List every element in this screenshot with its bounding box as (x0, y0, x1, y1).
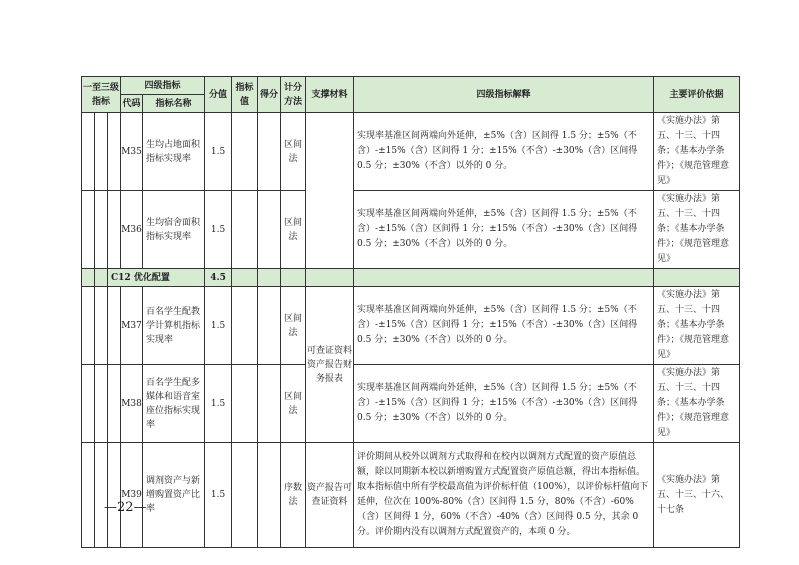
row-name: 百名学生配多媒体和语音室座位指标实现率 (143, 365, 205, 443)
section-score: 4.5 (205, 269, 232, 287)
header-materials: 支撑材料 (306, 77, 354, 113)
row-method: 区间法 (281, 365, 306, 443)
section-row (82, 269, 740, 287)
row-name: 生均占地面积指标实现率 (143, 113, 205, 191)
page-number: —22— (104, 500, 147, 515)
row-score: 1.5 (205, 113, 232, 191)
row-basis: 《实施办法》第五、十三、十四条；《基本办学条件》；《规范管理意见》 (654, 113, 740, 191)
header-obtained: 得分 (258, 77, 281, 113)
row-basis: 《实施办法》第五、十三、十六、十七条 (654, 443, 740, 548)
row-code: M36 (121, 191, 143, 269)
row-score: 1.5 (205, 191, 232, 269)
row-name: 百名学生配教学计算机指标实现率 (143, 287, 205, 365)
table-row (82, 191, 740, 269)
row-code: M37 (121, 287, 143, 365)
header-explanation: 四级指标解释 (354, 77, 654, 113)
row-explanation: 实现率基准区间两端向外延伸，±5%（含）区间得 1.5 分；±5%（不含）-±15%（含）区间得 1 分；±15%（不含）-±30%（含）区间得 0.5 分；±30%（不含）以外的 0 分。 (354, 365, 654, 443)
row-basis: 《实施办法》第五、十三、十四条；《基本办学条件》；《规范管理意见》 (654, 287, 740, 365)
row-explanation: 实现率基准区间两端向外延伸，±5%（含）区间得 1.5 分；±5%（不含）-±15%（含）区间得 1 分；±15%（不含）-±30%（含）区间得 0.5 分；±30%（不含）以外的 0 分。 (354, 113, 654, 191)
table-row (82, 443, 740, 548)
row-method: 区间法 (281, 191, 306, 269)
row-code: M39 (121, 443, 143, 548)
table-row (82, 287, 740, 365)
row-method: 区间法 (281, 287, 306, 365)
row-basis: 《实施办法》第五、十三、十四条；《基本办学条件》；《规范管理意见》 (654, 365, 740, 443)
materials-cell: 可查证资料资产报告财务报表 (306, 287, 354, 443)
row-score: 1.5 (205, 287, 232, 365)
row-basis: 《实施办法》第五、十三、十四条；《基本办学条件》；《规范管理意见》 (654, 191, 740, 269)
header-code: 代码 (121, 95, 143, 113)
header-score: 分值 (205, 77, 232, 113)
header-levels-1-3: 一至三级指标 (82, 77, 121, 113)
header-row-1 (82, 77, 740, 95)
row-method: 序数法 (281, 443, 306, 548)
row-score: 1.5 (205, 365, 232, 443)
table-row (82, 365, 740, 443)
indicator-table (81, 76, 740, 548)
row-code: M35 (121, 113, 143, 191)
header-level4: 四级指标 (121, 77, 205, 95)
header-basis: 主要评价依据 (654, 77, 740, 113)
row-materials: 资产报告可查证资料 (306, 443, 354, 548)
row-explanation: 评价期间从校外以调剂方式取得和在校内以调剂方式配置的资产原值总额，除以同期新本校以新增购置方式配置资产原值总额，得出本指标值。取本指标值中所有学校最高值为评价标杆值（100%），以评价标杆值向下延伸，位次在 100%-80%（含）区间得 1.5 分，80%（不含）-60%（含）区间得 1 分，60%（不含）-40%（含）区间得 0.5 分，其余 0 分。评价期内没有以调剂方式配置资产的，本项 0 分。 (354, 443, 654, 548)
row-explanation: 实现率基准区间两端向外延伸，±5%（含）区间得 1.5 分；±5%（不含）-±15%（含）区间得 1 分；±15%（不含）-±30%（含）区间得 0.5 分；±30%（不含）以外的 0 分。 (354, 191, 654, 269)
table-row (82, 113, 740, 191)
row-code: M38 (121, 365, 143, 443)
header-indicator-value: 指标值 (232, 77, 258, 113)
row-name: 生均宿舍面积指标实现率 (143, 191, 205, 269)
section-label: C12 优化配置 (108, 269, 205, 287)
row-score: 1.5 (205, 443, 232, 548)
header-indicator-name: 指标名称 (143, 95, 205, 113)
row-method: 区间法 (281, 113, 306, 191)
row-explanation: 实现率基准区间两端向外延伸，±5%（含）区间得 1.5 分；±5%（不含）-±15%（含）区间得 1 分；±15%（不含）-±30%（含）区间得 0.5 分；±30%（不含）以外的 0 分。 (354, 287, 654, 365)
row-name: 调剂资产与新增购置资产比率 (143, 443, 205, 548)
header-method: 计分方法 (281, 77, 306, 113)
